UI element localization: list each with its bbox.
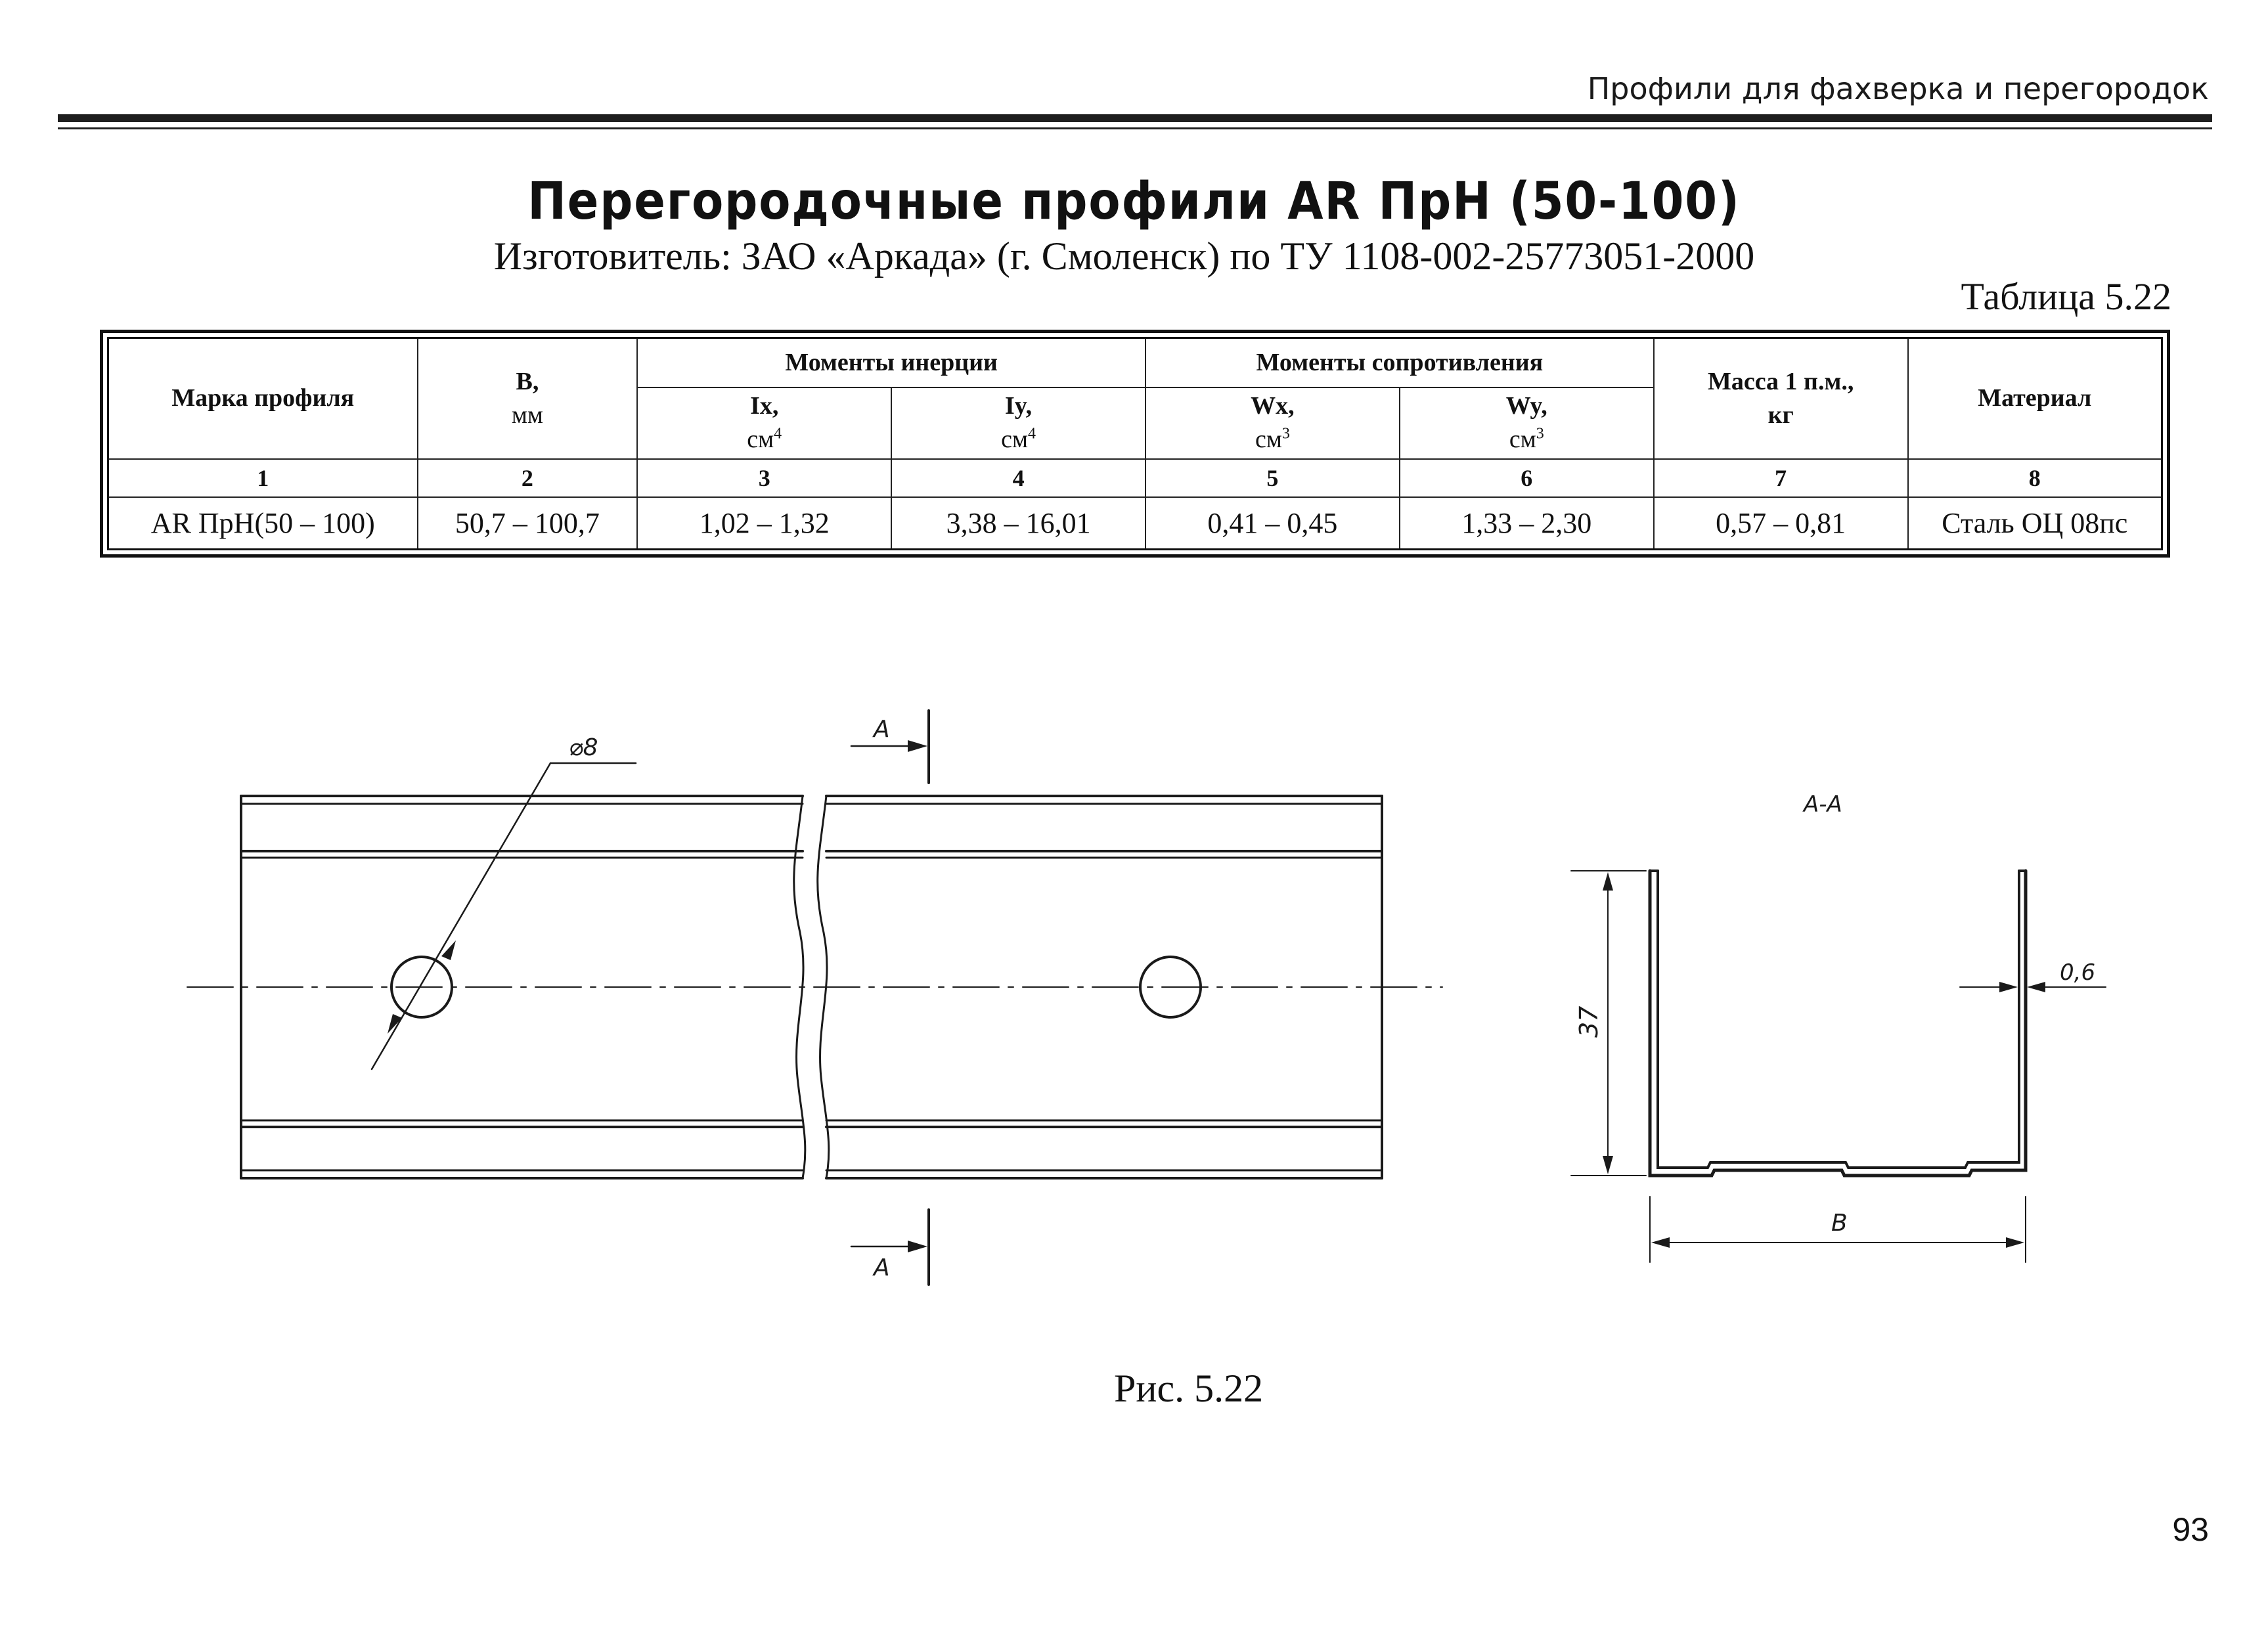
header-wy-exp: 3 (1536, 425, 1544, 443)
running-header: Профили для фахверка и перегородок (1587, 71, 2209, 106)
header-b-label: B, (516, 367, 539, 395)
column-number: 8 (1908, 459, 2162, 497)
page-number: 93 (2172, 1511, 2209, 1548)
height-dimension: 37 (1574, 1005, 1603, 1038)
thickness-dimension: 0,6 (2060, 959, 2096, 986)
header-ix-exp: 4 (774, 425, 782, 443)
table-caption: Таблица 5.22 (1961, 275, 2171, 318)
width-dimension: B (1831, 1210, 1848, 1237)
column-number: 2 (418, 459, 638, 497)
section-title: A-A (1804, 791, 1842, 818)
cross-section-view (1571, 871, 2106, 1262)
cell-mark: AR ПрН(50 – 100) (108, 497, 418, 549)
header-wy-label: Wy, (1505, 391, 1547, 420)
section-label-bottom: A (874, 1254, 890, 1281)
header-ix-unit: см (747, 426, 774, 454)
header-iy-label: Iy, (1004, 391, 1033, 420)
page-title: Перегородочные профили AR ПрН (50-100) (527, 172, 1741, 231)
cell-wx: 0,41 – 0,45 (1145, 497, 1400, 549)
header-mark: Марка профиля (108, 338, 418, 459)
column-number: 1 (108, 459, 418, 497)
header-b-unit: мм (511, 401, 543, 429)
header-inertia-group: Моменты инерции (637, 338, 1145, 387)
header-iy-exp: 4 (1028, 425, 1036, 443)
header-wy-unit: см (1509, 426, 1536, 454)
column-number: 5 (1145, 459, 1400, 497)
section-mark-bottom (851, 1210, 929, 1285)
header-mass-unit: кг (1768, 401, 1794, 429)
section-label-top: A (874, 716, 890, 743)
cell-b: 50,7 – 100,7 (418, 497, 638, 549)
figure-caption: Рис. 5.22 (1114, 1367, 1264, 1410)
column-number: 3 (637, 459, 891, 497)
cell-material: Сталь ОЦ 08пс (1908, 497, 2162, 549)
hole-diameter-leader (372, 763, 636, 1069)
header-wx-exp: 3 (1281, 425, 1290, 443)
column-number: 7 (1654, 459, 1908, 497)
header-wx-label: Wx, (1251, 391, 1295, 420)
cell-iy: 3,38 – 16,01 (891, 497, 1145, 549)
header-wx-unit: см (1255, 426, 1282, 454)
column-number: 4 (891, 459, 1145, 497)
page-subtitle: Изготовитель: ЗАО «Аркада» (г. Смоленск) по ТУ 1108-002-25773051-2000 (493, 234, 1755, 278)
hole-diameter-label: ⌀8 (569, 734, 598, 761)
cell-mass: 0,57 – 0,81 (1654, 497, 1908, 549)
section-mark-top (851, 711, 929, 783)
column-number: 6 (1400, 459, 1654, 497)
header-ix-label: Ix, (750, 391, 779, 420)
cell-ix: 1,02 – 1,32 (637, 497, 891, 549)
header-resistance-group: Моменты сопротивления (1145, 338, 1654, 387)
header-iy-unit: см (1001, 426, 1029, 454)
header-material: Материал (1908, 338, 2162, 459)
cell-wy: 1,33 – 2,30 (1400, 497, 1654, 549)
header-mass-label: Масса 1 п.м., (1707, 367, 1854, 395)
